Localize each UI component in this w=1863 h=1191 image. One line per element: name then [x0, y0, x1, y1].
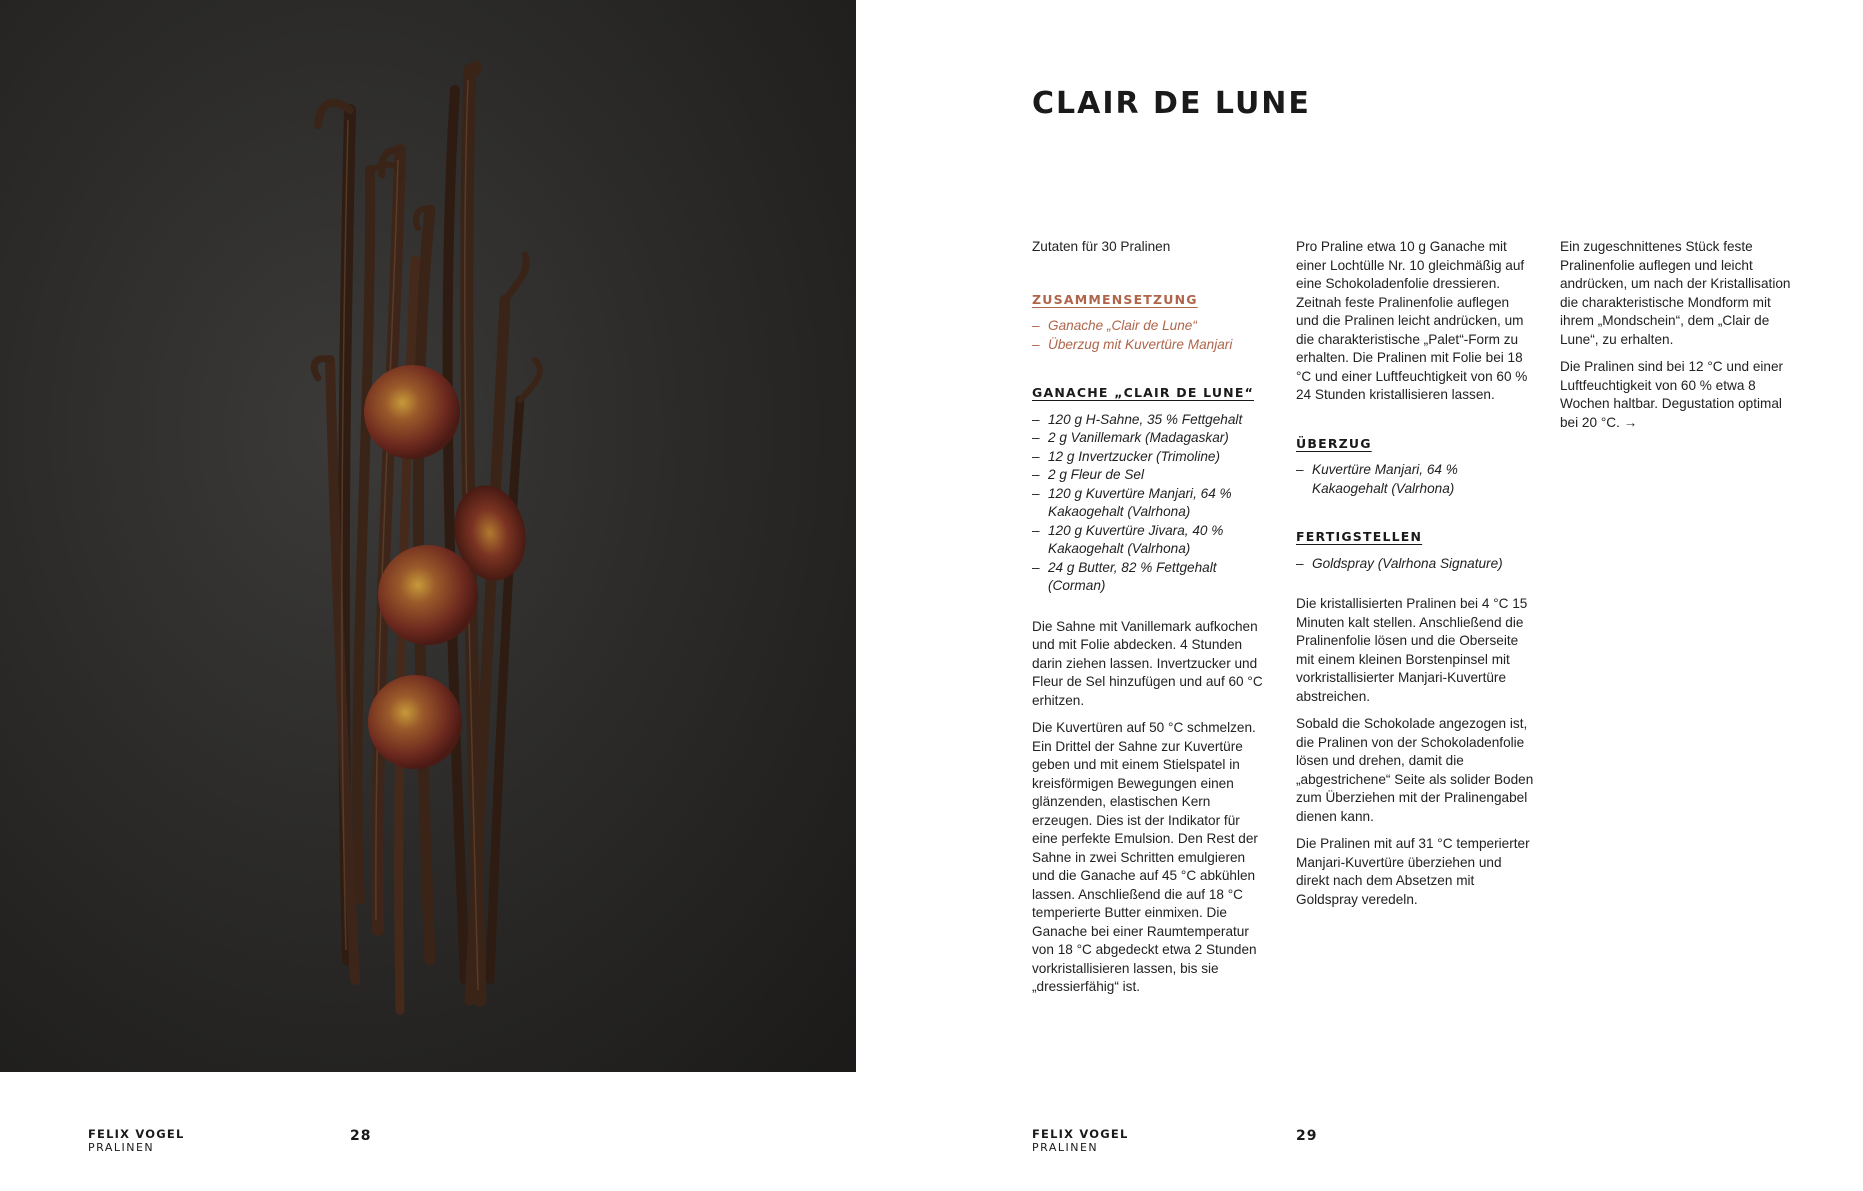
finishing-heading: FERTIGSTELLEN: [1296, 529, 1423, 544]
list-item: – 120 g H-Sahne, 35 % Fettgehalt: [1032, 411, 1264, 430]
footer-book-title: PRALINEN: [1032, 1141, 1099, 1154]
recipe-column-3: [1560, 238, 1798, 441]
recipe-column-2: [1296, 238, 1534, 918]
praline-3: [378, 545, 478, 645]
paragraph: Die Pralinen mit auf 31 °C temperierter Manjari-Kuvertüre überziehen und direkt nach dem Absetzen mit Goldspray veredeln.: [1296, 836, 1530, 907]
finishing-list: [1296, 555, 1534, 574]
paragraph: Pro Praline etwa 10 g Ganache mit einer Lochtülle Nr. 10 gleichmäßig auf eine Schokoladenfolie dressieren. Zeitnah feste Pralinenfolie auflegen und die Pralinen leicht andrücken, um die charakteristische „Palet“-Form zu erhalten. Die Pralinen mit Folie bei 18 °C und einer Luftfeuchtigkeit von 60 % 24 Stunden kristallisieren lassen.: [1296, 239, 1528, 402]
list-item: – 2 g Vanillemark (Madagaskar): [1032, 429, 1264, 448]
coating-heading: ÜBERZUG: [1296, 435, 1372, 451]
composition-list: [1032, 317, 1264, 354]
coating-list: [1296, 461, 1534, 498]
list-item: – 2 g Fleur de Sel: [1032, 466, 1264, 485]
paragraph: Sobald die Schokolade angezogen ist, die Pralinen von der Schokoladenfolie lösen und drehen, damit die „abgestrichene“ Seite als solider Boden zum Überziehen mit der Pralinengabel dienen kann.: [1296, 716, 1534, 824]
recipe-column-1: [1032, 238, 1264, 1006]
footer-author: FELIX VOGEL: [88, 1127, 185, 1141]
footer-author: FELIX VOGEL: [1032, 1127, 1129, 1141]
list-item: – Kuvertüre Manjari, 64 % Kakaogehalt (Valrhona): [1296, 461, 1534, 498]
list-item: – Überzug mit Kuvertüre Manjari: [1032, 336, 1264, 355]
list-item: – 12 g Invertzucker (Trimoline): [1032, 448, 1264, 467]
praline-photo: [0, 0, 856, 1072]
list-item: – Goldspray (Valrhona Signature): [1296, 555, 1534, 574]
list-item: – 120 g Kuvertüre Jivara, 40 % Kakaogehalt (Valrhona): [1032, 522, 1264, 559]
footer-left: [88, 1127, 185, 1155]
list-item: – 120 g Kuvertüre Manjari, 64 % Kakaogehalt (Valrhona): [1032, 485, 1264, 522]
footer-book-title: PRALINEN: [88, 1141, 155, 1154]
paragraph: Die Pralinen sind bei 12 °C und einer Luftfeuchtigkeit von 60 % etwa 8 Wochen haltbar. Degustation optimal bei 20 °C. →: [1560, 359, 1784, 430]
yield-text: Zutaten für 30 Pralinen: [1032, 239, 1171, 254]
paragraph: Die Sahne mit Vanillemark aufkochen und mit Folie abdecken. 4 Stunden darin ziehen lassen. Invertzucker und Fleur de Sel hinzufügen und auf 60 °C erhitzen.: [1032, 618, 1263, 708]
composition-heading: ZUSAMMENSETZUNG: [1032, 291, 1198, 307]
recipe-title: CLAIR DE LUNE: [1032, 86, 1311, 121]
paragraph: Die kristallisierten Pralinen bei 4 °C 15 Minuten kalt stellen. Anschließend die Pralinenfolie lösen und die Oberseite mit einem kleinen Borstenpinsel mit vorkristallisierter Manjari-Kuvertüre abstreichen.: [1296, 596, 1528, 704]
list-item: – 24 g Butter, 82 % Fettgehalt (Corman): [1032, 559, 1264, 596]
vanilla-pods-illustration: [0, 0, 856, 1072]
ganache-heading: GANACHE „CLAIR DE LUNE“: [1032, 385, 1255, 400]
paragraph: Ein zugeschnittenes Stück feste Pralinenfolie auflegen und leicht andrücken, um nach der Kristallisation die charakteristische Mondform mit ihrem „Mondschein“, dem „Clair de Lune“, zu erhalten.: [1560, 239, 1791, 347]
page-number-right: 29: [1296, 1128, 1318, 1144]
praline-1: [364, 365, 460, 459]
footer-right: [1032, 1127, 1129, 1155]
ganache-ingredients: [1032, 411, 1264, 596]
page-number-left: 28: [350, 1128, 372, 1144]
praline-4: [368, 675, 462, 769]
paragraph: Die Kuvertüren auf 50 °C schmelzen. Ein Drittel der Sahne zur Kuvertüre geben und mit einem Stielspatel in kreisförmigen Bewegungen einen glänzenden, elastischen Kern erzeugen. Dies ist der Indikator für eine perfekte Emulsion. Den Rest der Sahne in zwei Schritten emulgieren und die Ganache auf 45 °C abkühlen lassen. Anschließend die auf 18 °C temperierte Butter einmixen. Die Ganache bei einer Raumtemperatur von 18 °C abgedeckt etwa 2 Stunden vorkristallisieren lassen, bis sie „dressierfähig“ ist.: [1032, 720, 1258, 994]
list-item: – Ganache „Clair de Lune“: [1032, 317, 1264, 336]
